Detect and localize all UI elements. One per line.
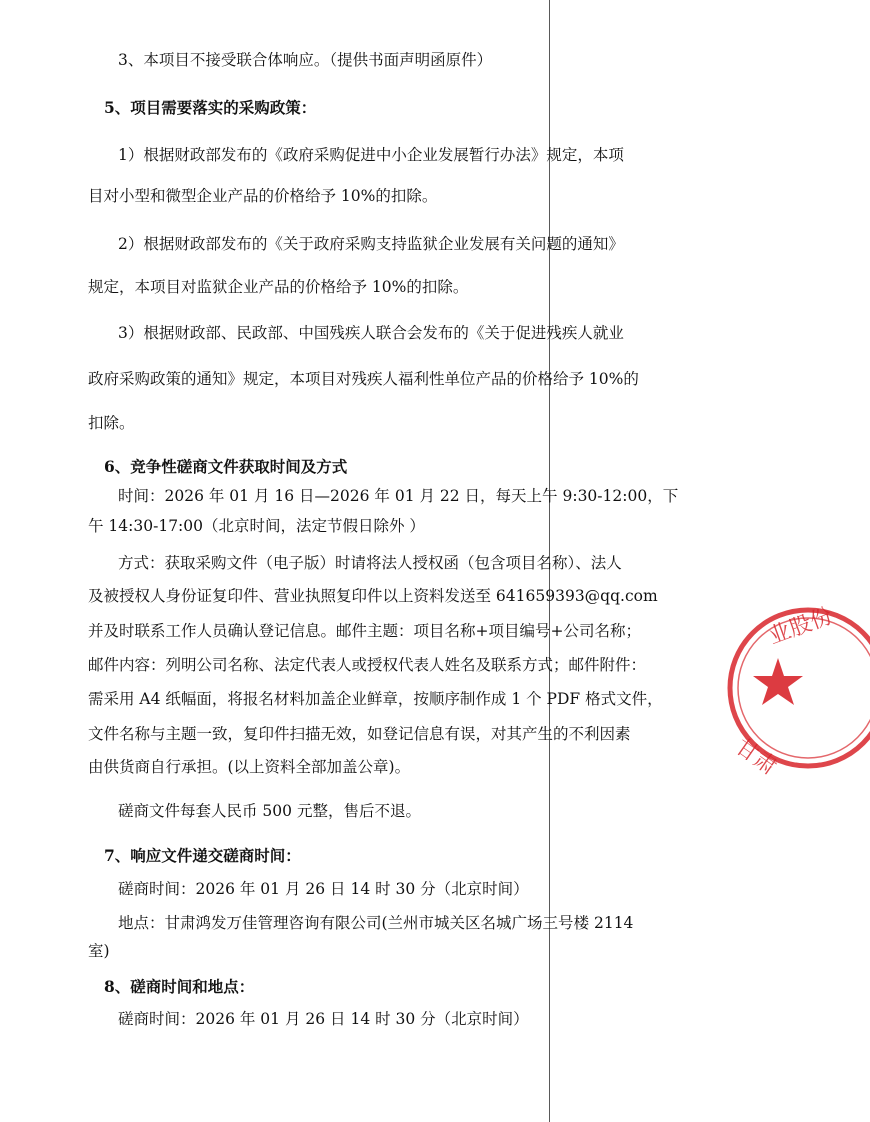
acquire-method-line-2: 及被授权人身份证复印件、营业执照复印件以上资料发送至 641659393@qq.com [88,587,658,605]
submission-location-line-1: 地点：甘肃鸿发万佳管理咨询有限公司(兰州市城关区名城广场三号楼 2114 [118,914,634,932]
consultation-time: 磋商时间：2026 年 01 月 26 日 14 时 30 分（北京时间） [118,1010,529,1028]
acquire-method-line-3: 并及时联系工作人员确认登记信息。邮件主题：项目名称+项目编号+公司名称； [88,622,641,640]
section-8-heading: 8、磋商时间和地点： [104,977,255,996]
acquire-method-line-5: 需采用 A4 纸幅面，将报名材料加盖企业鲜章，按顺序制作成 1 个 PDF 格式文件， [88,690,663,708]
acquire-time-line-2: 午 14:30-17:00（北京时间，法定节假日除外 ） [88,517,425,535]
svg-text:业股份: 业股份 [765,603,837,650]
company-seal-stamp [720,600,870,780]
policy-2-line-1: 2）根据财政部发布的《关于政府采购支持监狱企业发展有关问题的通知》 [118,235,624,253]
policy-3-line-2: 政府采购政策的通知》规定，本项目对残疾人福利性单位产品的价格给予 10%的 [88,370,639,388]
submission-time: 磋商时间：2026 年 01 月 26 日 14 时 30 分（北京时间） [118,880,529,898]
policy-2-line-2: 规定，本项目对监狱企业产品的价格给予 10%的扣除。 [88,278,469,296]
policy-3-line-3: 扣除。 [88,414,135,432]
acquire-method-line-4: 邮件内容：列明公司名称、法定代表人或授权代表人姓名及联系方式；邮件附件： [88,656,647,674]
document-price: 磋商文件每套人民币 500 元整，售后不退。 [118,802,421,820]
policy-3-line-1: 3）根据财政部、民政部、中国残疾人联合会发布的《关于促进残疾人就业 [118,324,624,342]
acquire-method-line-6: 文件名称与主题一致，复印件扫描无效，如登记信息有误，对其产生的不利因素 [88,725,631,743]
seal-star-icon [753,658,803,705]
svg-text:甘肃: 甘肃 [730,734,781,781]
policy-1-line-1: 1）根据财政部发布的《政府采购促进中小企业发展暂行办法》规定，本项 [118,146,624,164]
submission-location-line-2: 室) [88,942,110,960]
section-7-heading: 7、响应文件递交磋商时间： [104,846,301,865]
section-5-heading: 5、项目需要落实的采购政策： [104,98,317,117]
acquire-method-line-7: 由供货商自行承担。(以上资料全部加盖公章)。 [88,758,411,776]
clause-3-consortium: 3、本项目不接受联合体响应。（提供书面声明函原件） [118,51,493,69]
policy-1-line-2: 目对小型和微型企业产品的价格给予 10%的扣除。 [88,187,438,205]
section-6-heading: 6、竞争性磋商文件获取时间及方式 [104,457,348,476]
acquire-time-line-1: 时间：2026 年 01 月 16 日—2026 年 01 月 22 日，每天上午 9:30-12:00，下 [118,487,679,505]
acquire-method-line-1: 方式：获取采购文件（电子版）时请将法人授权函（包含项目名称）、法人 [118,554,622,572]
